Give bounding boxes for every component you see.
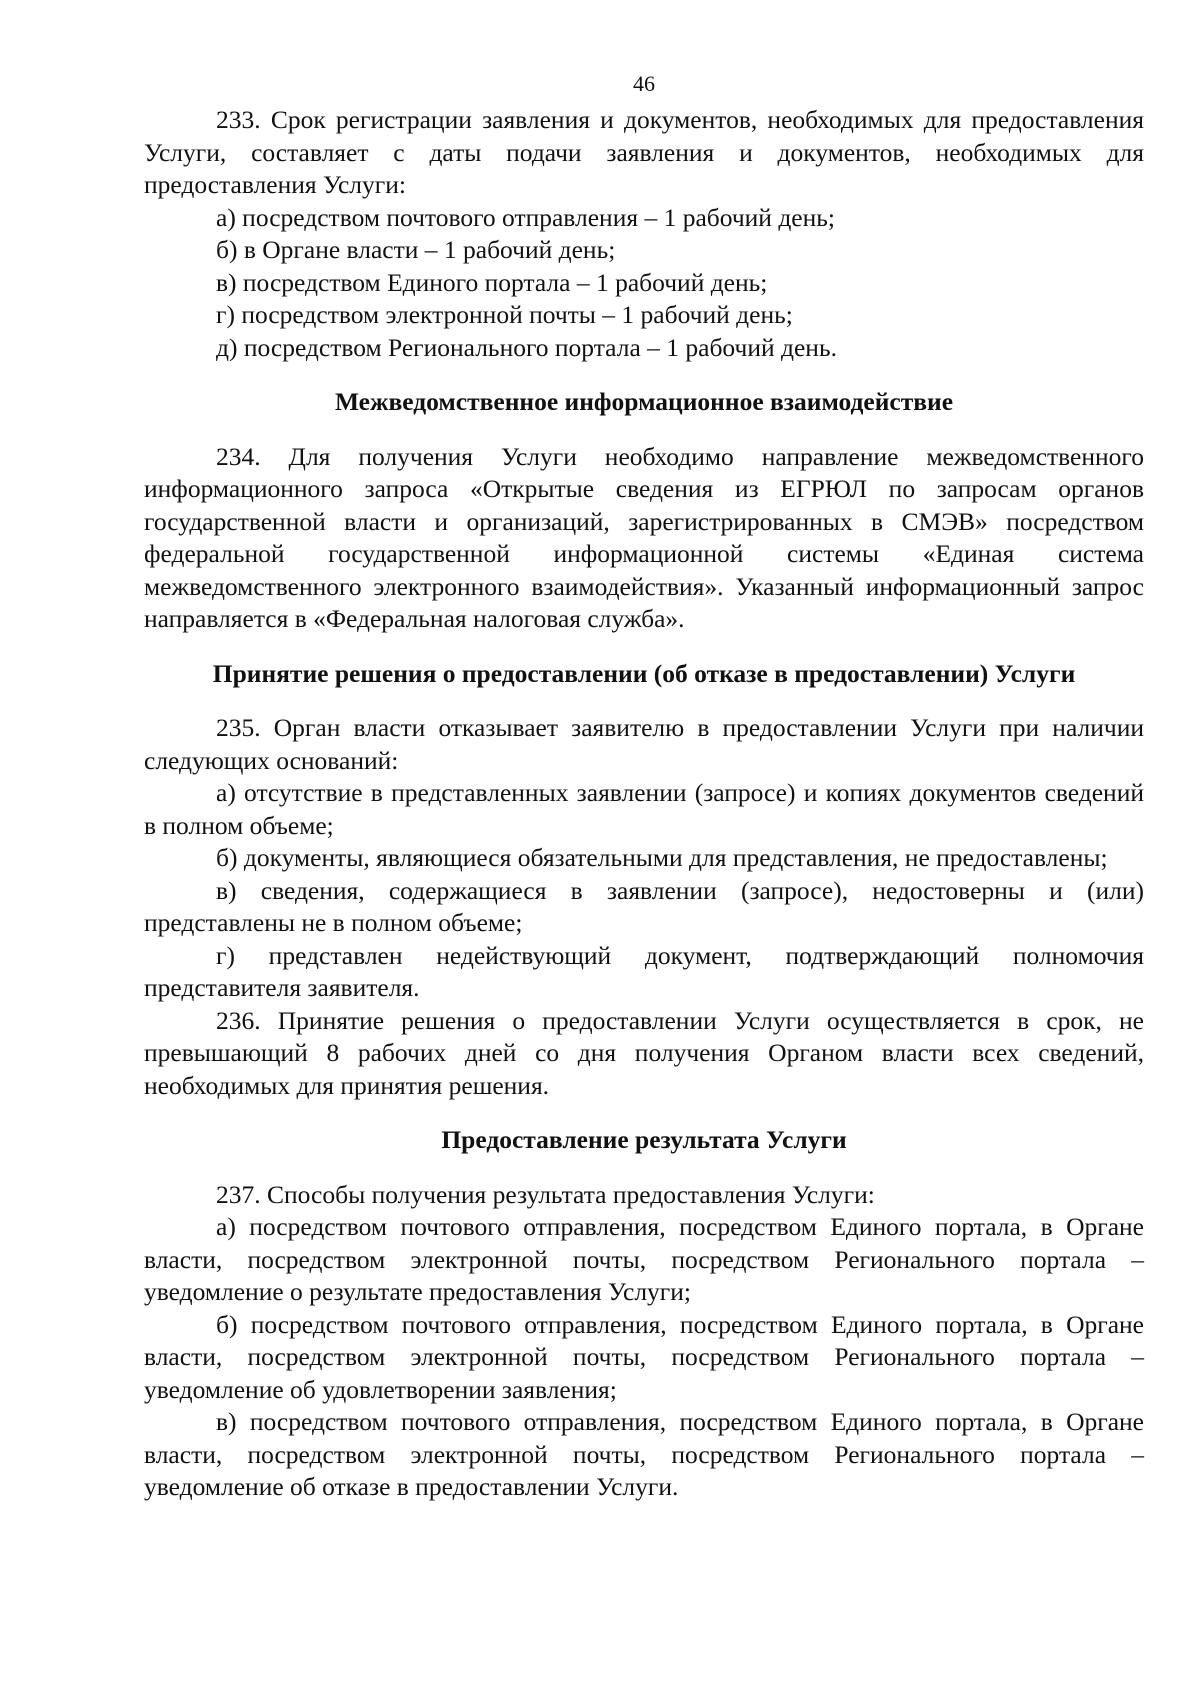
paragraph-234: 234. Для получения Услуги необходимо направление межведомственного информационного запроса «Открытые сведения из ЕГРЮЛ по запросам органов государственной власти и организаций, зарегистрированных в СМЭВ» посредством федеральной государственной информационной системы «Единая система межведомственного электронного взаимодействия». Указанный информационный запрос направляется в «Федеральная налоговая служба».	[144, 441, 1144, 633]
paragraph-235-intro: 235. Орган власти отказывает заявителю в предоставлении Услуги при наличии следующих оснований:	[144, 713, 1144, 775]
list-item-233-a: а) посредством почтового отправления – 1 рабочий день;	[216, 202, 835, 232]
list-item-235-b: б) документы, являющиеся обязательными для представления, не предоставлены;	[216, 843, 1108, 872]
list-item-233-e: д) посредством Регионального портала – 1 рабочий день.	[216, 332, 837, 362]
list-item-237-b: б) посредством почтового отправления, посредством Единого портала, в Органе власти, посредством электронной почты, посредством Регионального портала – уведомление об удовлетворении заявления;	[144, 1309, 1144, 1404]
list-item-235-a: а) отсутствие в представленных заявлении (запросе) и копиях документов сведений в полном объеме;	[144, 778, 1144, 840]
paragraph-233-intro: 233. Срок регистрации заявления и документов, необходимых для предоставления Услуги, составляет с даты подачи заявления и документов, необходимых для предоставления Услуги:	[144, 105, 1144, 199]
paragraph-237-intro: 237. Способы получения результата предоставления Услуги:	[216, 1179, 875, 1209]
list-item-237-a: а) посредством почтового отправления, посредством Единого портала, в Органе власти, посредством электронной почты, посредством Регионального портала – уведомление о результате предоставления Услуги;	[144, 1212, 1144, 1306]
section-heading-decision: Принятие решения о предоставлении (об отказе в предоставлении) Услуги	[212, 658, 1076, 688]
page-number: 46	[633, 71, 655, 96]
list-item-235-d: г) представлен недействующий документ, подтверждающий полномочия представителя заявителя.	[144, 940, 1144, 1002]
list-item-235-c: в) сведения, содержащиеся в заявлении (запросе), недостоверны и (или) представлены не в полном объеме;	[144, 875, 1144, 937]
list-item-233-c: в) посредством Единого портала – 1 рабочий день;	[216, 267, 768, 297]
list-item-237-c: в) посредством почтового отправления, посредством Единого портала, в Органе власти, посредством электронной почты, посредством Регионального портала – уведомление об отказе в предоставлении Услуги.	[144, 1407, 1144, 1501]
document-page	[144, 68, 1144, 1504]
list-item-233-d: г) посредством электронной почты – 1 рабочий день;	[216, 300, 793, 329]
list-item-233-b: б) в Органе власти – 1 рабочий день;	[216, 235, 616, 264]
paragraph-236: 236. Принятие решения о предоставлении Услуги осуществляется в срок, не превышающий 8 рабочих дней со дня получения Органом власти всех сведений, необходимых для принятия решения.	[144, 1005, 1144, 1100]
section-heading-interagency: Межведомственное информационное взаимодействие	[334, 387, 954, 416]
section-heading-result: Предоставление результата Услуги	[441, 1125, 847, 1154]
